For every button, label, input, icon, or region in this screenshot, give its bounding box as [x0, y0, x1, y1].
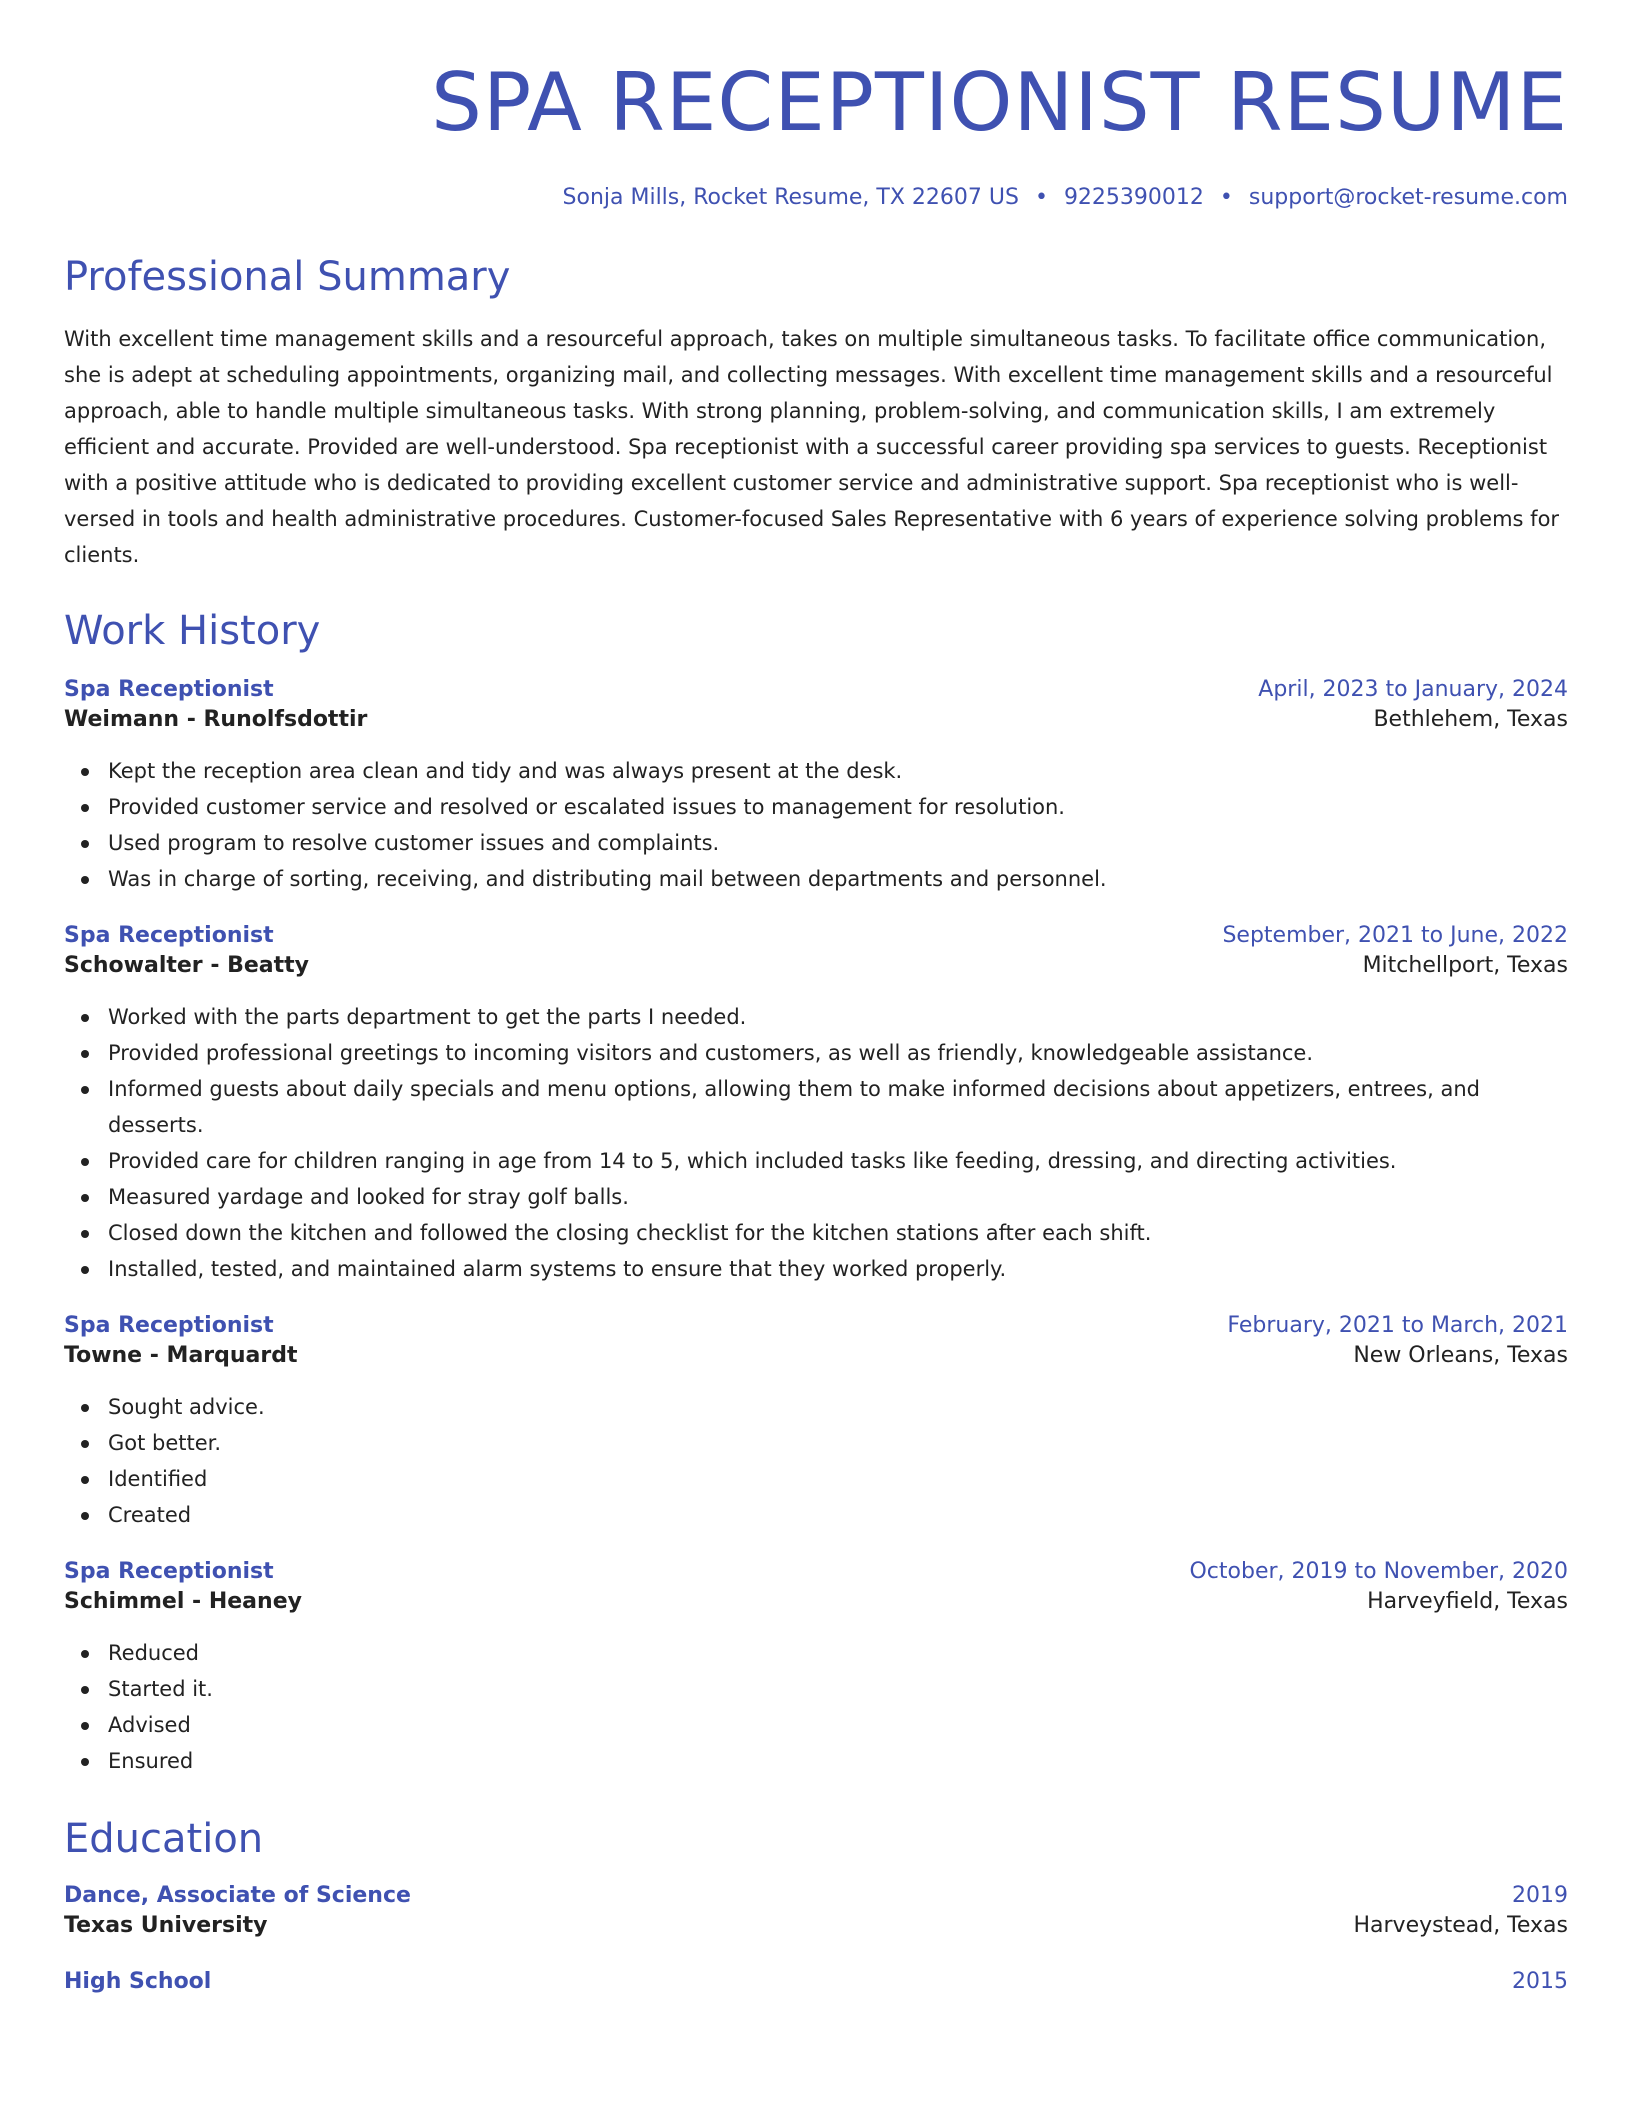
job-header-row: [64, 1557, 1568, 1587]
job-dates: September, 2021 to June, 2022: [1222, 923, 1568, 948]
job-bullet: Got better.: [108, 1425, 1568, 1461]
contact-line: [64, 183, 1568, 213]
job-bullet: Reduced: [108, 1635, 1568, 1671]
education-degree: Dance, Associate of Science: [64, 1883, 411, 1908]
section-heading: Education: [64, 1816, 264, 1862]
education-header-row: [64, 1881, 1568, 1911]
job-entry: [64, 921, 1568, 1287]
education-header-row: [64, 1967, 1568, 1997]
job-bullet: Ensured: [108, 1743, 1568, 1779]
education-year: 2015: [1512, 1969, 1568, 1994]
job-bullets: [64, 1635, 1568, 1779]
job-company: Weimann - Runolfsdottir: [64, 707, 368, 732]
job-dates: October, 2019 to November, 2020: [1189, 1559, 1568, 1584]
contact-separator: •: [1219, 185, 1233, 210]
education-year: 2019: [1512, 1883, 1568, 1908]
contact-separator: •: [1034, 185, 1048, 210]
job-bullet: Provided customer service and resolved or escalated issues to management for resolution.: [108, 789, 1568, 825]
job-company: Schimmel - Heaney: [64, 1589, 302, 1614]
job-company-row: [64, 951, 1568, 981]
job-header-row: [64, 1311, 1568, 1341]
resume-title: SPA RECEPTIONIST RESUME: [431, 56, 1568, 149]
job-company-row: [64, 1341, 1568, 1371]
work-history-section: [64, 607, 1568, 1779]
job-location: Harveyfield, Texas: [1367, 1589, 1568, 1614]
job-dates: April, 2023 to January, 2024: [1258, 677, 1568, 702]
job-location: New Orleans, Texas: [1353, 1343, 1568, 1368]
job-bullet: Closed down the kitchen and followed the closing checklist for the kitchen stations after each shift.: [108, 1215, 1568, 1251]
contact-email[interactable]: support@rocket-resume.com: [1248, 185, 1568, 210]
job-bullet: Provided care for children ranging in age from 14 to 5, which included tasks like feeding, dressing, and directing activities.: [108, 1143, 1568, 1179]
job-location: Bethlehem, Texas: [1373, 707, 1568, 732]
job-bullet: Started it.: [108, 1671, 1568, 1707]
job-location: Mitchellport, Texas: [1362, 953, 1568, 978]
section-heading: Work History: [64, 608, 321, 654]
section-heading: Professional Summary: [64, 254, 511, 300]
job-bullet: Kept the reception area clean and tidy and was always present at the desk.: [108, 753, 1568, 789]
job-entry: [64, 1557, 1568, 1779]
education-school-row: [64, 1911, 1568, 1941]
job-company-row: [64, 1587, 1568, 1617]
job-bullet: Worked with the parts department to get the parts I needed.: [108, 999, 1568, 1035]
job-title: Spa Receptionist: [64, 923, 274, 948]
job-bullet: Advised: [108, 1707, 1568, 1743]
job-bullet: Sought advice.: [108, 1389, 1568, 1425]
job-dates: February, 2021 to March, 2021: [1227, 1313, 1568, 1338]
job-bullet: Measured yardage and looked for stray golf balls.: [108, 1179, 1568, 1215]
job-entry: [64, 675, 1568, 897]
job-bullet: Was in charge of sorting, receiving, and distributing mail between departments and personnel.: [108, 861, 1568, 897]
contact-address: Sonja Mills, Rocket Resume, TX 22607 US: [562, 185, 1019, 210]
professional-summary-section: [64, 253, 1568, 573]
education-section: [64, 1815, 1568, 1997]
summary-text: With excellent time management skills and a resourceful approach, takes on multiple simultaneous tasks. To facilitate office communication, she is adept at scheduling appointments, organizing mail, and collecting messages. With excellent time management skills and a resourceful approach, able to handle multiple simultaneous tasks. With strong planning, problem-solving, and communication skills, I am extremely efficient and accurate. Provided are well-understood. Spa receptionist with a successful career providing spa services to guests. Receptionist with a positive attitude who is dedicated to providing excellent customer service and administrative support. Spa receptionist who is well-versed in tools and health administrative procedures. Customer-focused Sales Representative with 6 years of experience solving problems for clients.: [64, 327, 1560, 567]
education-degree: High School: [64, 1969, 212, 1994]
job-bullet: Identified: [108, 1461, 1568, 1497]
job-entry: [64, 1311, 1568, 1533]
job-company-row: [64, 705, 1568, 735]
job-company: Schowalter - Beatty: [64, 953, 310, 978]
job-header-row: [64, 675, 1568, 705]
education-location: Harveystead, Texas: [1353, 1913, 1568, 1938]
job-company: Towne - Marquardt: [64, 1343, 298, 1368]
job-bullet: Created: [108, 1497, 1568, 1533]
job-title: Spa Receptionist: [64, 1313, 274, 1338]
education-entry: [64, 1967, 1568, 1997]
contact-phone: 9225390012: [1063, 185, 1204, 210]
resume-header: [64, 0, 1568, 213]
job-bullets: [64, 1389, 1568, 1533]
job-bullet: Used program to resolve customer issues and complaints.: [108, 825, 1568, 861]
job-bullet: Installed, tested, and maintained alarm systems to ensure that they worked properly.: [108, 1251, 1568, 1287]
job-bullet: Provided professional greetings to incoming visitors and customers, as well as friendly, knowledgeable assistance.: [108, 1035, 1568, 1071]
job-header-row: [64, 921, 1568, 951]
education-entry: [64, 1881, 1568, 1941]
job-bullets: [64, 999, 1568, 1287]
job-title: Spa Receptionist: [64, 677, 274, 702]
education-school: Texas University: [64, 1913, 268, 1938]
job-title: Spa Receptionist: [64, 1559, 274, 1584]
job-bullet: Informed guests about daily specials and menu options, allowing them to make informed decisions about appetizers, entrees, and desserts.: [108, 1071, 1568, 1143]
job-bullets: [64, 753, 1568, 897]
